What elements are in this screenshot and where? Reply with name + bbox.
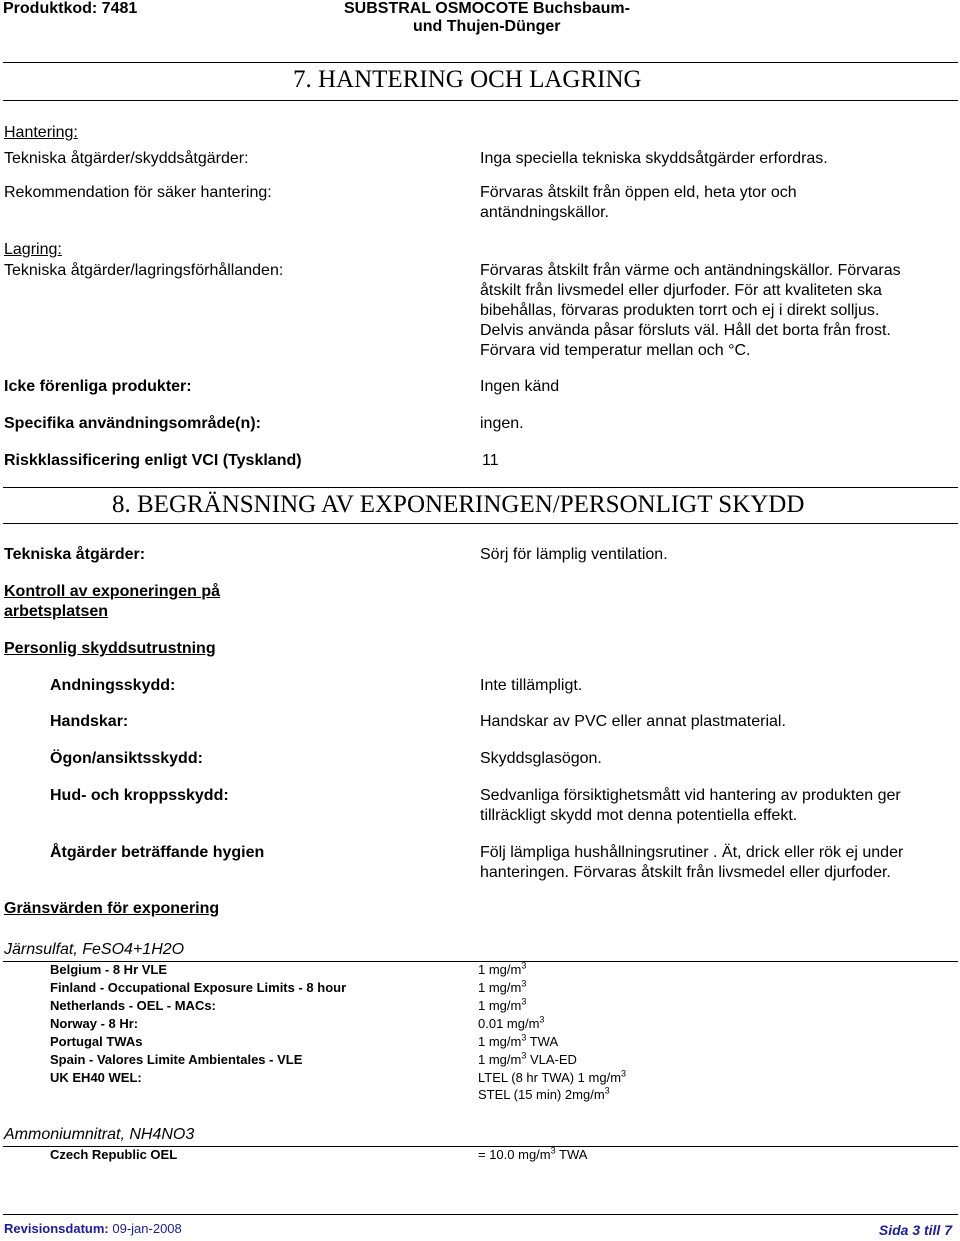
section8-top-rule — [3, 487, 958, 488]
storage-value-3: bibehållas, förvaras produkten torrt och ej i direkt solljus. — [480, 302, 880, 319]
limit-row-unit-sup: 3 — [621, 1068, 627, 1079]
limit2-unit-sup: 3 — [550, 1145, 556, 1156]
exposure-limits-heading: Gränsvärden för exponering — [4, 900, 220, 917]
limit-row-value — [478, 980, 526, 995]
limit-row-value-text: 1 mg/m — [478, 1052, 522, 1067]
limit-row-unit-sup: 3 — [539, 1014, 545, 1025]
product-name-line2: und Thujen-Dünger — [413, 18, 561, 35]
safe-handling-label: Rekommendation för säker hantering: — [4, 184, 272, 201]
risk-classification-label: Riskklassificering enligt VCI (Tyskland) — [4, 452, 302, 469]
limit-row-value — [478, 1034, 558, 1049]
limit-row-unit-sup: 3 — [521, 1032, 527, 1043]
storage-value-5: Förvara vid temperatur mellan och °C. — [480, 342, 751, 359]
limit-row-value-text: 1 mg/m — [478, 962, 522, 977]
limit-row-label: Spain - Valores Limite Ambientales - VLE — [50, 1052, 303, 1067]
limit-row-value-text: 0.01 mg/m — [478, 1016, 540, 1031]
storage-value-2: åtskilt från livsmedel eller djurfoder. För att kvaliteten ska — [480, 282, 882, 299]
limit2-value — [478, 1147, 587, 1162]
section7-title: 7. HANTERING OCH LAGRING — [293, 66, 642, 93]
storage-conditions-label: Tekniska åtgärder/lagringsförhållanden: — [4, 262, 284, 279]
incompatible-products-value: Ingen känd — [480, 378, 560, 395]
revision-date-value: 09-jan-2008 — [112, 1221, 182, 1236]
specific-use-label: Specifika användningsområde(n): — [4, 415, 261, 432]
limit-row-value-text: 1 mg/m — [478, 980, 522, 995]
uk-stel-unit-sup: 3 — [604, 1085, 610, 1096]
limit-row-label: Belgium - 8 Hr VLE — [50, 962, 168, 977]
section8-title: 8. BEGRÄNSNING AV EXPONERINGEN/PERSONLIGT SKYDD — [112, 491, 805, 518]
uk-stel-value-text: STEL (15 min) 2mg/m — [478, 1087, 605, 1102]
revision-date — [4, 1221, 182, 1236]
limit-row-unit-sup: 3 — [521, 1050, 527, 1061]
limit-row-value-text: 1 mg/m — [478, 998, 522, 1013]
handling-heading: Hantering: — [4, 124, 78, 141]
safe-handling-value-1: Förvaras åtskilt från öppen eld, heta ytor och — [480, 184, 797, 201]
product-code: Produktkod: 7481 — [3, 0, 138, 17]
storage-value-4: Delvis använda påsar försluts väl. Håll det borta från frost. — [480, 322, 891, 339]
skin-protection-value-2: tillräckligt skydd mot denna potentiella effekt. — [480, 807, 798, 824]
limit-row-value — [478, 962, 526, 977]
limit-row-label: Netherlands - OEL - MACs: — [50, 998, 216, 1013]
exposure-control-heading-1: Kontroll av exponeringen på — [4, 583, 221, 600]
hand-protection-value: Handskar av PVC eller annat plastmaterial. — [480, 713, 786, 730]
section7-bottom-rule — [3, 100, 958, 101]
hygiene-value-1: Följ lämpliga hushållningsrutiner . Ät, drick eller rök ej under — [480, 844, 904, 861]
storage-value-1: Förvaras åtskilt från värme och antändningskällor. Förvaras — [480, 262, 901, 279]
substance-1-name: Järnsulfat, FeSO4+1H2O — [4, 941, 185, 958]
limit2-label: Czech Republic OEL — [50, 1147, 178, 1162]
section8-bottom-rule — [3, 523, 958, 524]
exposure-control-heading-2: arbetsplatsen — [4, 603, 109, 620]
ppe-heading: Personlig skyddsutrustning — [4, 640, 216, 657]
limit-row-value — [478, 1070, 626, 1085]
risk-classification-value: 11 — [482, 452, 499, 469]
respiratory-label: Andningsskydd: — [50, 677, 176, 694]
limit-row-value-text: 1 mg/m — [478, 1034, 522, 1049]
limit-row-unit-sup: 3 — [521, 978, 527, 989]
revision-label: Revisionsdatum: — [4, 1221, 109, 1236]
limit-row-unit-sup: 3 — [521, 960, 527, 971]
section7-top-rule — [3, 62, 958, 63]
hand-protection-label: Handskar: — [50, 713, 129, 730]
engineering-measures-label: Tekniska åtgärder: — [4, 546, 146, 563]
skin-protection-label: Hud- och kroppsskydd: — [50, 787, 229, 804]
uk-stel-value — [478, 1087, 610, 1102]
eye-protection-value: Skyddsglasögon. — [480, 750, 602, 767]
footer-rule — [3, 1214, 958, 1215]
limit-row-label: Finland - Occupational Exposure Limits - 8 hour — [50, 980, 347, 995]
limit-row-value — [478, 998, 526, 1013]
eye-protection-label: Ögon/ansiktsskydd: — [50, 750, 203, 767]
technical-measures-value: Inga speciella tekniska skyddsåtgärder erfordras. — [480, 150, 828, 167]
limit2-suffix: TWA — [555, 1147, 588, 1162]
limit-row-label: Norway - 8 Hr: — [50, 1016, 139, 1031]
limit2-value-text: = 10.0 mg/m — [478, 1147, 551, 1162]
storage-heading: Lagring: — [4, 241, 62, 258]
limit-row-label: UK EH40 WEL: — [50, 1070, 142, 1085]
technical-measures-label: Tekniska åtgärder/skyddsåtgärder: — [4, 150, 249, 167]
limit-row-suffix: VLA-ED — [526, 1052, 577, 1067]
limit-row-value — [478, 1016, 544, 1031]
limit-row-suffix: TWA — [526, 1034, 559, 1049]
page-number: Sida 3 till 7 — [878, 1222, 952, 1238]
skin-protection-value-1: Sedvanliga försiktighetsmått vid hantering av produkten ger — [480, 787, 901, 804]
safe-handling-value-2: antändningskällor. — [480, 204, 609, 221]
engineering-measures-value: Sörj för lämplig ventilation. — [480, 546, 668, 563]
limit-row-value-text: LTEL (8 hr TWA) 1 mg/m — [478, 1070, 622, 1085]
incompatible-products-label: Icke förenliga produkter: — [4, 378, 192, 395]
hygiene-value-2: hanteringen. Förvaras åtskilt från livsmedel eller djurfoder. — [480, 864, 891, 881]
limit-row-value — [478, 1052, 577, 1067]
limit-row-unit-sup: 3 — [521, 996, 527, 1007]
limit-row-label: Portugal TWAs — [50, 1034, 143, 1049]
respiratory-value: Inte tillämpligt. — [480, 677, 583, 694]
specific-use-value: ingen. — [480, 415, 524, 432]
hygiene-label: Åtgärder beträffande hygien — [50, 844, 265, 861]
product-name-line1: SUBSTRAL OSMOCOTE Buchsbaum- — [344, 0, 630, 17]
substance-2-name: Ammoniumnitrat, NH4NO3 — [4, 1126, 195, 1143]
